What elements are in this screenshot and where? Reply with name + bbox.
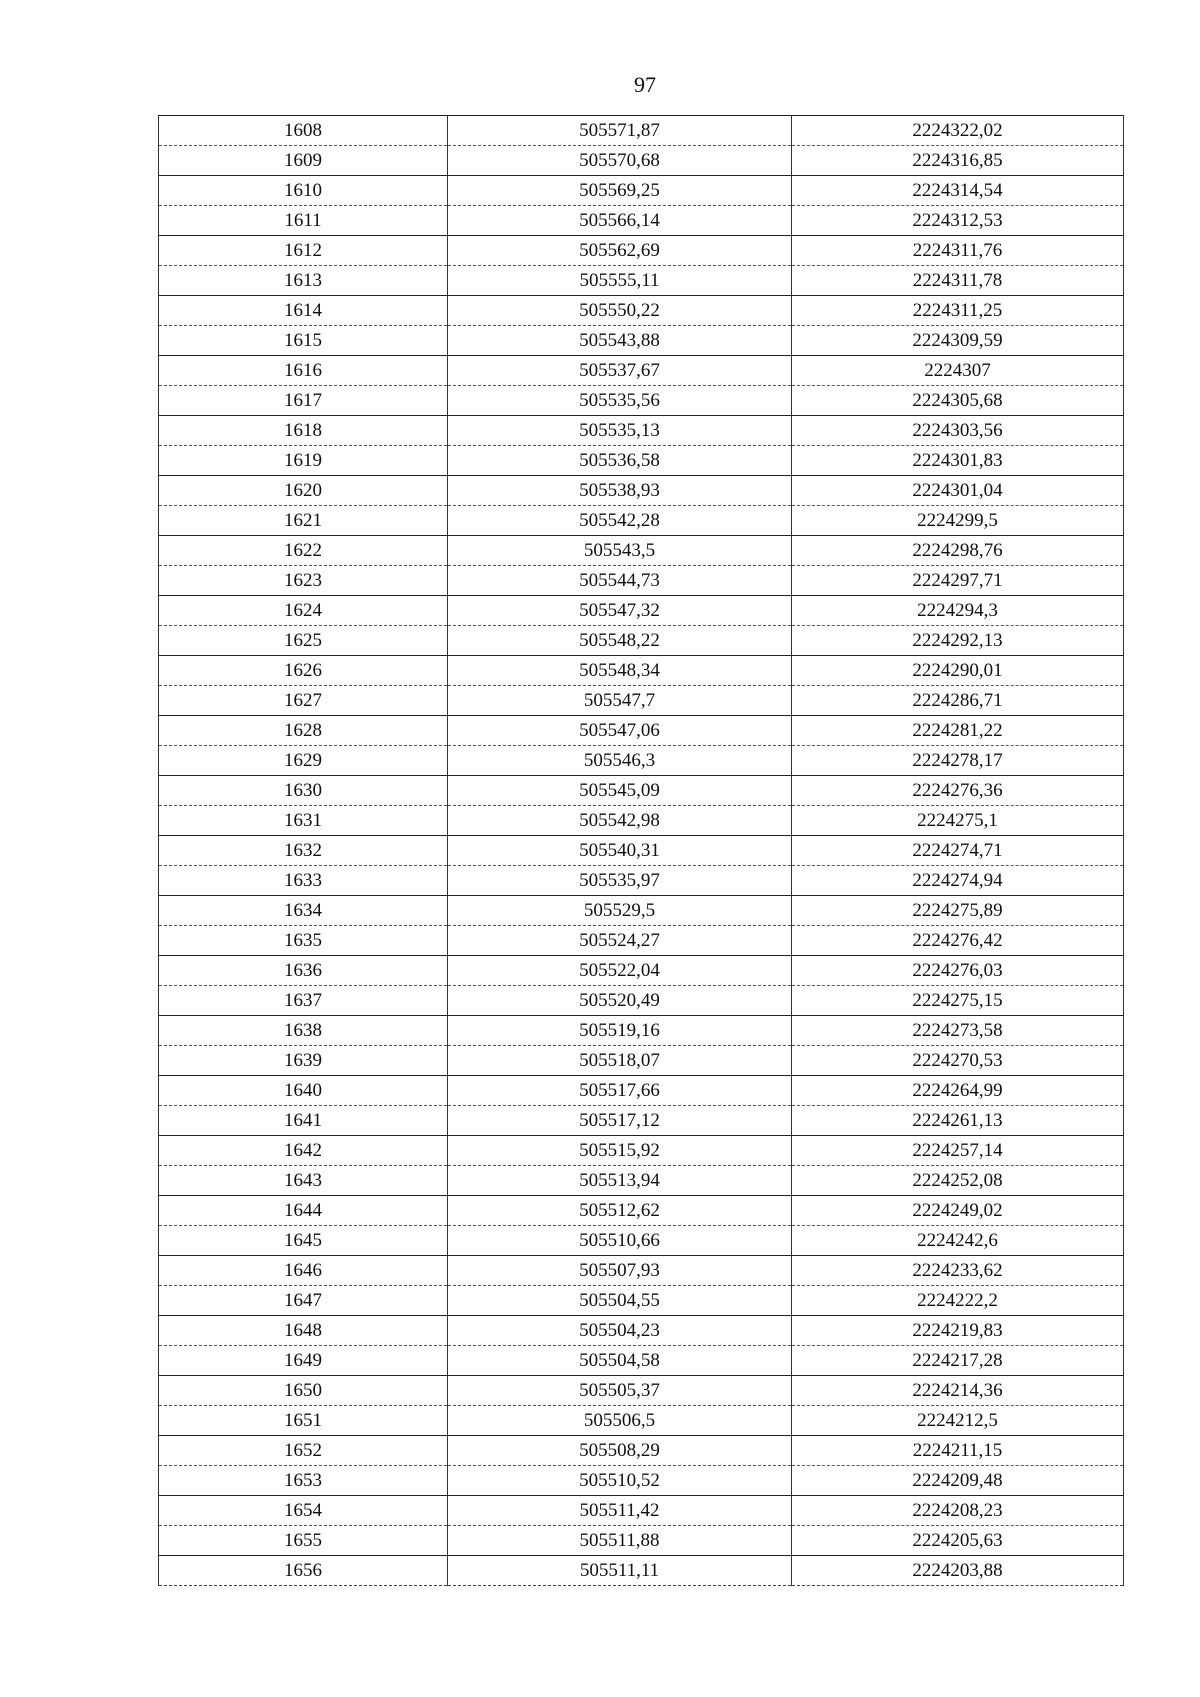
x-coordinate-cell: 505544,73 <box>448 566 792 596</box>
point-number-cell: 1635 <box>159 926 448 956</box>
y-coordinate-cell: 2224322,02 <box>792 116 1124 146</box>
point-number-cell: 1654 <box>159 1496 448 1526</box>
y-coordinate-cell: 2224264,99 <box>792 1076 1124 1106</box>
point-number-cell: 1645 <box>159 1226 448 1256</box>
y-coordinate-cell: 2224205,63 <box>792 1526 1124 1556</box>
x-coordinate-cell: 505518,07 <box>448 1046 792 1076</box>
point-number-cell: 1652 <box>159 1436 448 1466</box>
x-coordinate-cell: 505570,68 <box>448 146 792 176</box>
table-row <box>159 626 1124 656</box>
point-number-cell: 1655 <box>159 1526 448 1556</box>
y-coordinate-cell: 2224252,08 <box>792 1166 1124 1196</box>
x-coordinate-cell: 505511,42 <box>448 1496 792 1526</box>
point-number-cell: 1638 <box>159 1016 448 1046</box>
y-coordinate-cell: 2224305,68 <box>792 386 1124 416</box>
table-row <box>159 1316 1124 1346</box>
x-coordinate-cell: 505504,58 <box>448 1346 792 1376</box>
table-row <box>159 446 1124 476</box>
point-number-cell: 1611 <box>159 206 448 236</box>
table-row <box>159 926 1124 956</box>
point-number-cell: 1650 <box>159 1376 448 1406</box>
y-coordinate-cell: 2224249,02 <box>792 1196 1124 1226</box>
table-row <box>159 206 1124 236</box>
table-row <box>159 356 1124 386</box>
y-coordinate-cell: 2224275,15 <box>792 986 1124 1016</box>
point-number-cell: 1629 <box>159 746 448 776</box>
point-number-cell: 1641 <box>159 1106 448 1136</box>
table-row <box>159 296 1124 326</box>
table-row <box>159 1136 1124 1166</box>
table-row <box>159 266 1124 296</box>
x-coordinate-cell: 505535,97 <box>448 866 792 896</box>
point-number-cell: 1634 <box>159 896 448 926</box>
x-coordinate-cell: 505513,94 <box>448 1166 792 1196</box>
x-coordinate-cell: 505515,92 <box>448 1136 792 1166</box>
x-coordinate-cell: 505548,34 <box>448 656 792 686</box>
y-coordinate-cell: 2224278,17 <box>792 746 1124 776</box>
table-row <box>159 176 1124 206</box>
point-number-cell: 1628 <box>159 716 448 746</box>
y-coordinate-cell: 2224311,76 <box>792 236 1124 266</box>
y-coordinate-cell: 2224208,23 <box>792 1496 1124 1526</box>
x-coordinate-cell: 505504,55 <box>448 1286 792 1316</box>
table-row <box>159 956 1124 986</box>
table-row <box>159 536 1124 566</box>
point-number-cell: 1623 <box>159 566 448 596</box>
y-coordinate-cell: 2224276,03 <box>792 956 1124 986</box>
point-number-cell: 1632 <box>159 836 448 866</box>
point-number-cell: 1637 <box>159 986 448 1016</box>
x-coordinate-cell: 505520,49 <box>448 986 792 1016</box>
point-number-cell: 1647 <box>159 1286 448 1316</box>
table-row <box>159 776 1124 806</box>
y-coordinate-cell: 2224214,36 <box>792 1376 1124 1406</box>
coordinates-table-body <box>159 116 1124 1586</box>
y-coordinate-cell: 2224294,3 <box>792 596 1124 626</box>
x-coordinate-cell: 505566,14 <box>448 206 792 236</box>
x-coordinate-cell: 505511,11 <box>448 1556 792 1586</box>
point-number-cell: 1624 <box>159 596 448 626</box>
x-coordinate-cell: 505542,28 <box>448 506 792 536</box>
y-coordinate-cell: 2224299,5 <box>792 506 1124 536</box>
point-number-cell: 1630 <box>159 776 448 806</box>
x-coordinate-cell: 505542,98 <box>448 806 792 836</box>
point-number-cell: 1608 <box>159 116 448 146</box>
x-coordinate-cell: 505536,58 <box>448 446 792 476</box>
point-number-cell: 1653 <box>159 1466 448 1496</box>
point-number-cell: 1642 <box>159 1136 448 1166</box>
table-row <box>159 1496 1124 1526</box>
y-coordinate-cell: 2224211,15 <box>792 1436 1124 1466</box>
y-coordinate-cell: 2224217,28 <box>792 1346 1124 1376</box>
x-coordinate-cell: 505508,29 <box>448 1436 792 1466</box>
x-coordinate-cell: 505543,5 <box>448 536 792 566</box>
point-number-cell: 1617 <box>159 386 448 416</box>
x-coordinate-cell: 505543,88 <box>448 326 792 356</box>
point-number-cell: 1616 <box>159 356 448 386</box>
table-row <box>159 986 1124 1016</box>
table-row <box>159 1436 1124 1466</box>
table-row <box>159 1466 1124 1496</box>
y-coordinate-cell: 2224316,85 <box>792 146 1124 176</box>
table-row <box>159 1226 1124 1256</box>
y-coordinate-cell: 2224307 <box>792 356 1124 386</box>
table-row <box>159 1406 1124 1436</box>
table-row <box>159 1256 1124 1286</box>
x-coordinate-cell: 505510,52 <box>448 1466 792 1496</box>
table-row <box>159 746 1124 776</box>
x-coordinate-cell: 505540,31 <box>448 836 792 866</box>
x-coordinate-cell: 505562,69 <box>448 236 792 266</box>
table-row <box>159 1346 1124 1376</box>
point-number-cell: 1614 <box>159 296 448 326</box>
x-coordinate-cell: 505571,87 <box>448 116 792 146</box>
y-coordinate-cell: 2224301,04 <box>792 476 1124 506</box>
y-coordinate-cell: 2224275,1 <box>792 806 1124 836</box>
table-row <box>159 326 1124 356</box>
y-coordinate-cell: 2224298,76 <box>792 536 1124 566</box>
point-number-cell: 1643 <box>159 1166 448 1196</box>
y-coordinate-cell: 2224303,56 <box>792 416 1124 446</box>
point-number-cell: 1636 <box>159 956 448 986</box>
y-coordinate-cell: 2224276,42 <box>792 926 1124 956</box>
y-coordinate-cell: 2224273,58 <box>792 1016 1124 1046</box>
y-coordinate-cell: 2224203,88 <box>792 1556 1124 1586</box>
point-number-cell: 1622 <box>159 536 448 566</box>
table-row <box>159 116 1124 146</box>
table-row <box>159 146 1124 176</box>
y-coordinate-cell: 2224301,83 <box>792 446 1124 476</box>
x-coordinate-cell: 505512,62 <box>448 1196 792 1226</box>
x-coordinate-cell: 505506,5 <box>448 1406 792 1436</box>
x-coordinate-cell: 505504,23 <box>448 1316 792 1346</box>
y-coordinate-cell: 2224222,2 <box>792 1286 1124 1316</box>
point-number-cell: 1640 <box>159 1076 448 1106</box>
x-coordinate-cell: 505547,7 <box>448 686 792 716</box>
table-row <box>159 1196 1124 1226</box>
table-row <box>159 506 1124 536</box>
x-coordinate-cell: 505519,16 <box>448 1016 792 1046</box>
y-coordinate-cell: 2224242,6 <box>792 1226 1124 1256</box>
point-number-cell: 1627 <box>159 686 448 716</box>
point-number-cell: 1621 <box>159 506 448 536</box>
y-coordinate-cell: 2224212,5 <box>792 1406 1124 1436</box>
y-coordinate-cell: 2224297,71 <box>792 566 1124 596</box>
x-coordinate-cell: 505505,37 <box>448 1376 792 1406</box>
x-coordinate-cell: 505547,32 <box>448 596 792 626</box>
x-coordinate-cell: 505569,25 <box>448 176 792 206</box>
x-coordinate-cell: 505522,04 <box>448 956 792 986</box>
y-coordinate-cell: 2224314,54 <box>792 176 1124 206</box>
x-coordinate-cell: 505535,56 <box>448 386 792 416</box>
point-number-cell: 1610 <box>159 176 448 206</box>
point-number-cell: 1609 <box>159 146 448 176</box>
point-number-cell: 1618 <box>159 416 448 446</box>
table-row <box>159 1016 1124 1046</box>
x-coordinate-cell: 505517,66 <box>448 1076 792 1106</box>
point-number-cell: 1644 <box>159 1196 448 1226</box>
y-coordinate-cell: 2224281,22 <box>792 716 1124 746</box>
y-coordinate-cell: 2224292,13 <box>792 626 1124 656</box>
table-row <box>159 1166 1124 1196</box>
table-row <box>159 1556 1124 1586</box>
table-row <box>159 596 1124 626</box>
x-coordinate-cell: 505535,13 <box>448 416 792 446</box>
point-number-cell: 1649 <box>159 1346 448 1376</box>
x-coordinate-cell: 505537,67 <box>448 356 792 386</box>
y-coordinate-cell: 2224219,83 <box>792 1316 1124 1346</box>
y-coordinate-cell: 2224209,48 <box>792 1466 1124 1496</box>
point-number-cell: 1613 <box>159 266 448 296</box>
table-row <box>159 1076 1124 1106</box>
x-coordinate-cell: 505546,3 <box>448 746 792 776</box>
table-row <box>159 806 1124 836</box>
table-row <box>159 656 1124 686</box>
x-coordinate-cell: 505510,66 <box>448 1226 792 1256</box>
point-number-cell: 1612 <box>159 236 448 266</box>
page-number: 97 <box>634 72 656 97</box>
table-row <box>159 566 1124 596</box>
y-coordinate-cell: 2224261,13 <box>792 1106 1124 1136</box>
point-number-cell: 1615 <box>159 326 448 356</box>
y-coordinate-cell: 2224290,01 <box>792 656 1124 686</box>
table-row <box>159 686 1124 716</box>
point-number-cell: 1620 <box>159 476 448 506</box>
x-coordinate-cell: 505538,93 <box>448 476 792 506</box>
table-row <box>159 236 1124 266</box>
point-number-cell: 1656 <box>159 1556 448 1586</box>
x-coordinate-cell: 505507,93 <box>448 1256 792 1286</box>
x-coordinate-cell: 505555,11 <box>448 266 792 296</box>
x-coordinate-cell: 505550,22 <box>448 296 792 326</box>
y-coordinate-cell: 2224276,36 <box>792 776 1124 806</box>
table-row <box>159 866 1124 896</box>
coordinates-table <box>158 115 1124 1586</box>
point-number-cell: 1646 <box>159 1256 448 1286</box>
y-coordinate-cell: 2224311,25 <box>792 296 1124 326</box>
y-coordinate-cell: 2224274,94 <box>792 866 1124 896</box>
y-coordinate-cell: 2224257,14 <box>792 1136 1124 1166</box>
y-coordinate-cell: 2224270,53 <box>792 1046 1124 1076</box>
point-number-cell: 1625 <box>159 626 448 656</box>
point-number-cell: 1633 <box>159 866 448 896</box>
x-coordinate-cell: 505517,12 <box>448 1106 792 1136</box>
x-coordinate-cell: 505547,06 <box>448 716 792 746</box>
table-row <box>159 476 1124 506</box>
table-row <box>159 1106 1124 1136</box>
point-number-cell: 1631 <box>159 806 448 836</box>
point-number-cell: 1651 <box>159 1406 448 1436</box>
point-number-cell: 1619 <box>159 446 448 476</box>
point-number-cell: 1626 <box>159 656 448 686</box>
table-row <box>159 1286 1124 1316</box>
table-row <box>159 896 1124 926</box>
table-row <box>159 416 1124 446</box>
table-row <box>159 1376 1124 1406</box>
x-coordinate-cell: 505529,5 <box>448 896 792 926</box>
y-coordinate-cell: 2224312,53 <box>792 206 1124 236</box>
y-coordinate-cell: 2224286,71 <box>792 686 1124 716</box>
table-row <box>159 716 1124 746</box>
y-coordinate-cell: 2224311,78 <box>792 266 1124 296</box>
table-row <box>159 1526 1124 1556</box>
y-coordinate-cell: 2224275,89 <box>792 896 1124 926</box>
x-coordinate-cell: 505545,09 <box>448 776 792 806</box>
y-coordinate-cell: 2224233,62 <box>792 1256 1124 1286</box>
y-coordinate-cell: 2224274,71 <box>792 836 1124 866</box>
point-number-cell: 1648 <box>159 1316 448 1346</box>
x-coordinate-cell: 505524,27 <box>448 926 792 956</box>
point-number-cell: 1639 <box>159 1046 448 1076</box>
table-row <box>159 386 1124 416</box>
table-row <box>159 1046 1124 1076</box>
table-row <box>159 836 1124 866</box>
x-coordinate-cell: 505548,22 <box>448 626 792 656</box>
x-coordinate-cell: 505511,88 <box>448 1526 792 1556</box>
y-coordinate-cell: 2224309,59 <box>792 326 1124 356</box>
